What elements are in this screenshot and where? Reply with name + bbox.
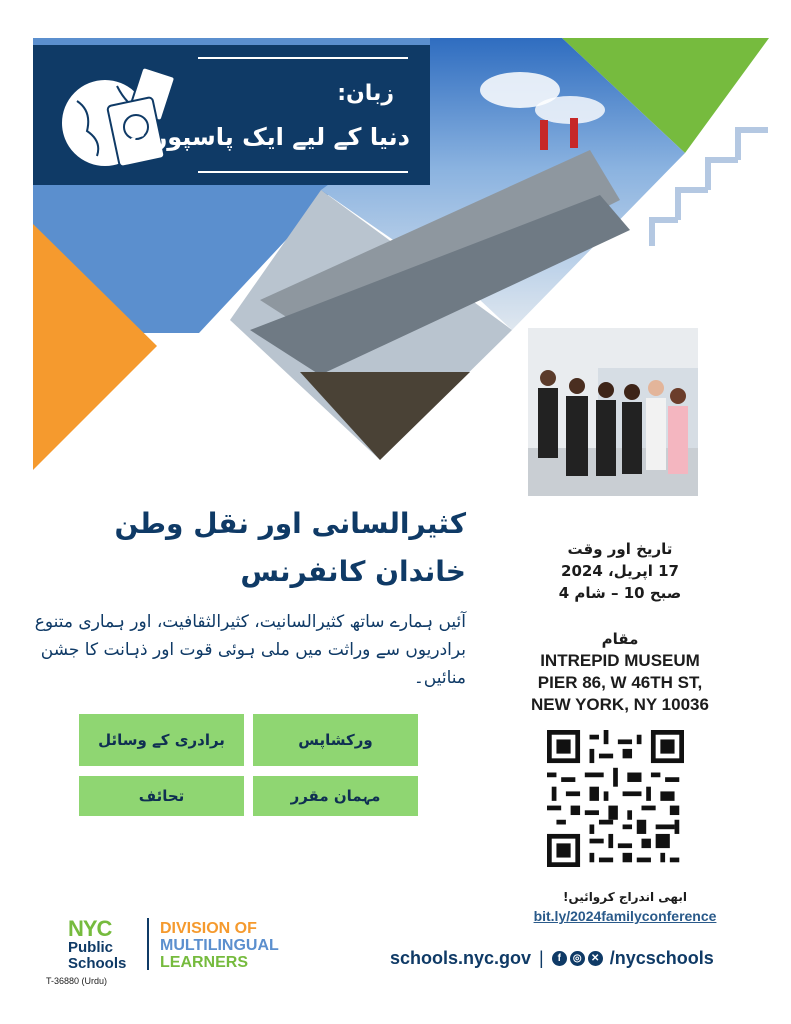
conference-title-line2: خاندان کانفرنس: [240, 555, 466, 588]
nyc-public: Public: [68, 939, 114, 956]
nyc-wordmark-text: NYC: [68, 916, 112, 941]
conference-description: آئیں ہمارے ساتھ کثیرالسانیت، کثیرالثقافیت، اور ہماری متنوع برادریوں سے وراثت میں ملی ہوئی قوت اور ذہانت کا جشن منائیں۔: [34, 612, 466, 688]
document-code: T-36880 (Urdu): [46, 976, 108, 986]
register-block: [500, 890, 750, 924]
feature-guest-speaker: مہمان مقرر: [253, 776, 418, 816]
nyc-schools: Schools: [68, 955, 127, 972]
dml-line2: MULTILINGUAL: [160, 937, 279, 954]
feature-community-resources: برادری کے وسائل: [79, 714, 244, 766]
footer-separator: |: [539, 948, 544, 968]
register-link[interactable]: bit.ly/2024familyconference: [533, 908, 717, 924]
event-info: [520, 538, 720, 716]
venue-line3: NEW YORK, NY 10036: [531, 695, 709, 714]
dml-line3: LEARNERS: [160, 954, 249, 971]
website-link[interactable]: schools.nyc.gov: [390, 948, 532, 968]
venue-line1: INTREPID MUSEUM: [540, 651, 700, 670]
conference-title-line1: کثیرالسانی اور نقل وطن: [114, 507, 466, 540]
nyc-wordmark: [68, 918, 126, 940]
dml-logo: [160, 920, 279, 971]
register-label: ابھی اندراج کروائیں!: [563, 890, 687, 904]
qr-code[interactable]: [547, 730, 684, 867]
social-handle[interactable]: /nycschools: [609, 948, 714, 968]
x-icon[interactable]: ✕: [588, 951, 603, 966]
footer-social: [390, 948, 714, 969]
nyc-public-schools-logo: [68, 918, 126, 972]
venue-line2: PIER 86, W 46TH ST,: [537, 673, 703, 692]
event-time: صبح 10 – شام 4: [558, 584, 682, 602]
banner-rule-top: [198, 57, 408, 59]
language-label: زبان:: [337, 81, 394, 106]
dml-line1: DIVISION OF: [160, 920, 257, 937]
instagram-icon[interactable]: ◎: [570, 951, 585, 966]
feature-workshops: ورکشاپس: [253, 714, 418, 766]
conference-title: [46, 500, 466, 596]
title-banner: [33, 45, 430, 185]
feature-gifts: تحائف: [79, 776, 244, 816]
facebook-icon[interactable]: f: [552, 951, 567, 966]
location-label: مقام: [601, 630, 639, 648]
event-date: 17 اپریل، 2024: [561, 562, 679, 580]
group-photo: [528, 328, 698, 496]
date-time-label: تاریخ اور وقت: [567, 540, 673, 558]
banner-rule-bottom: [198, 171, 408, 173]
banner-title: دنیا کے لیے ایک پاسپورٹ: [129, 123, 410, 151]
globe-passport-icon: [47, 61, 187, 181]
footer-divider: [147, 918, 149, 970]
